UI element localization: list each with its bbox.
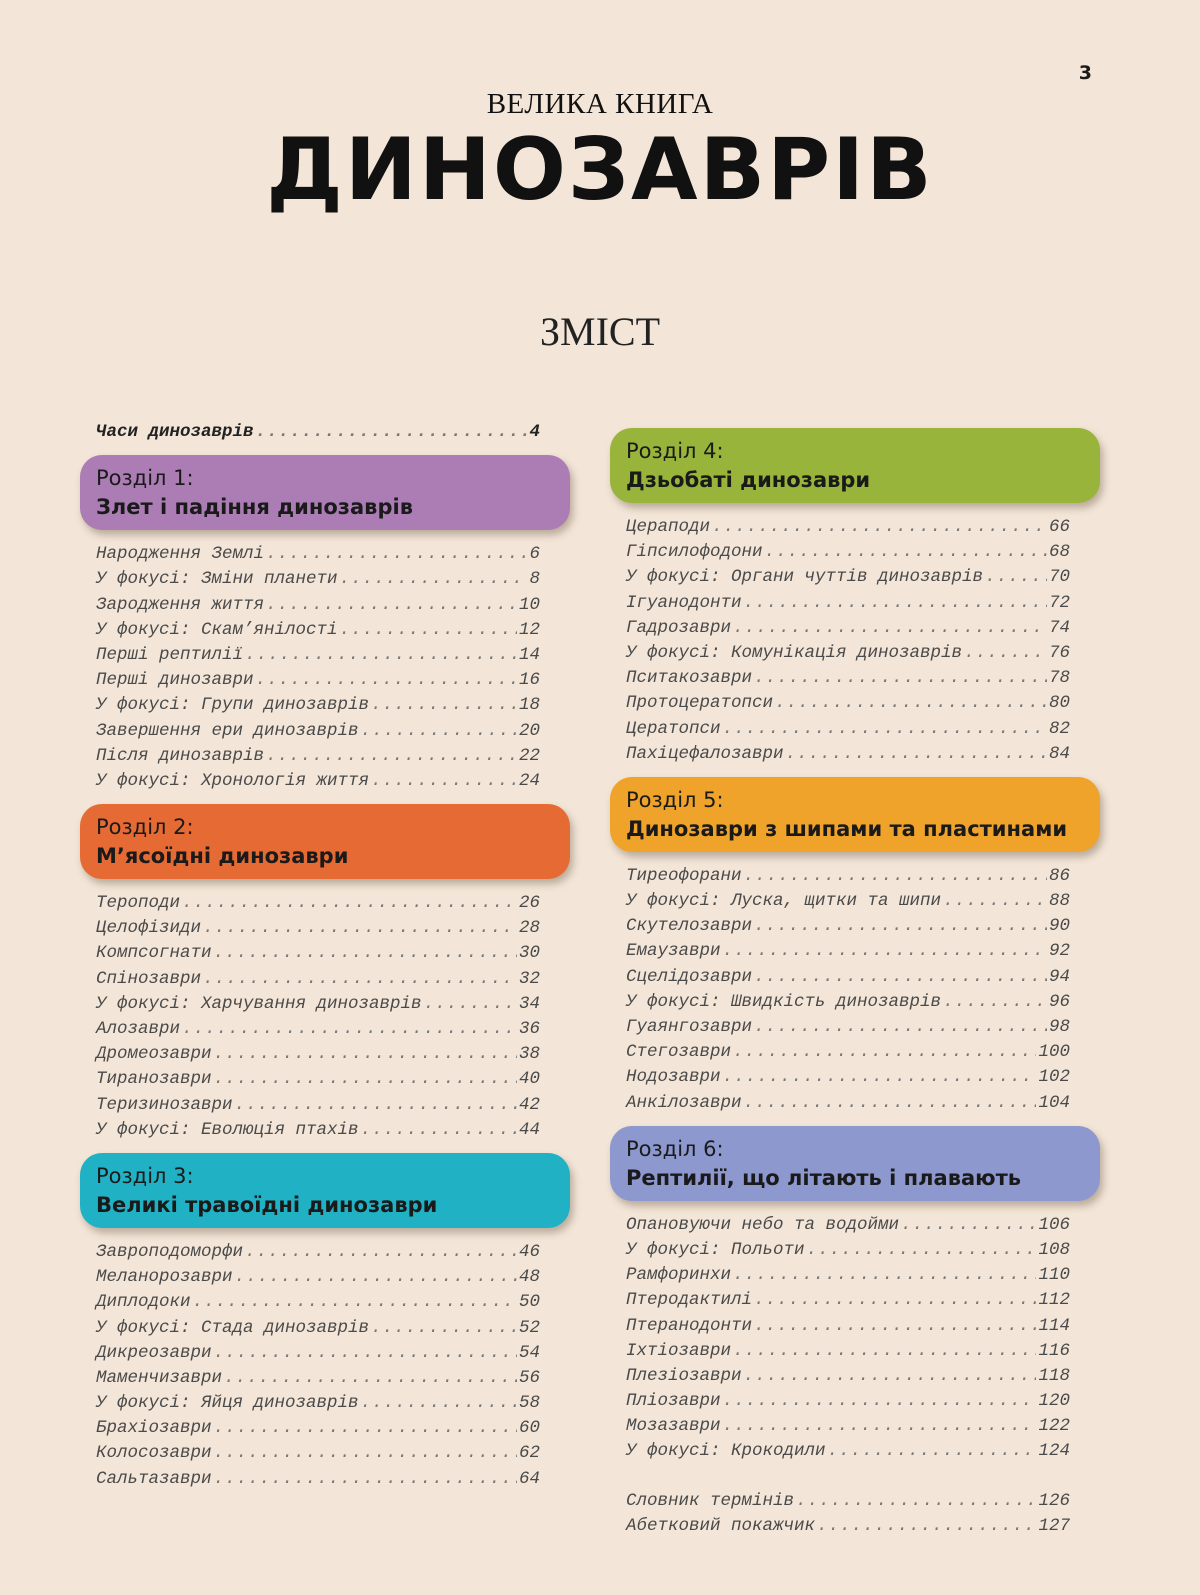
toc-entry[interactable] — [610, 889, 1110, 914]
toc-entry-label: У фокусі: Органи чуттів динозаврів — [626, 567, 984, 588]
toc-entry-page: 116 — [1038, 1340, 1070, 1361]
toc-entry-label: Нодозаври — [626, 1067, 721, 1088]
toc-leader-dots — [182, 891, 517, 916]
toc-entry-label: Птеродактилі — [626, 1290, 753, 1311]
toc-entry-page: 120 — [1038, 1391, 1070, 1412]
toc-entry-label: Меланорозаври — [96, 1267, 233, 1288]
toc-entry[interactable] — [80, 1240, 580, 1265]
section-number: Розділ 1: — [96, 466, 194, 491]
toc-leader-dots — [723, 939, 1047, 964]
toc-entry-page: 102 — [1038, 1067, 1070, 1088]
toc-entry-label: Іхтіозаври — [626, 1340, 732, 1361]
toc-entry-page: 96 — [1048, 991, 1070, 1012]
toc-entry[interactable] — [610, 1040, 1110, 1065]
toc-entry-page: 10 — [518, 594, 540, 615]
toc-entry[interactable] — [610, 1091, 1110, 1116]
toc-entry-label: Колосозаври — [96, 1443, 212, 1464]
toc-entry-page: 42 — [518, 1094, 540, 1115]
toc-entry-page: 90 — [1048, 916, 1070, 937]
toc-leader-dots — [214, 1067, 517, 1092]
toc-entry[interactable] — [610, 540, 1110, 565]
toc-leader-dots — [901, 1213, 1036, 1238]
toc-leader-dots — [340, 567, 528, 592]
toc-entry[interactable] — [610, 1414, 1110, 1439]
toc-entry-label: Тероподи — [96, 893, 181, 914]
toc-leader-dots — [266, 542, 527, 567]
toc-entry[interactable] — [80, 916, 580, 941]
toc-leader-dots — [361, 1118, 517, 1143]
book-supertitle: ВЕЛИКА КНИГА — [486, 88, 714, 120]
section-header-1[interactable] — [80, 455, 570, 530]
book-title: ДИНОЗАВРІВ — [266, 120, 934, 220]
toc-entry-label: У фокусі: Швидкість динозаврів — [626, 991, 942, 1012]
toc-leader-dots — [723, 1065, 1037, 1090]
toc-entry[interactable] — [610, 864, 1110, 889]
toc-entry[interactable] — [80, 769, 580, 794]
section-title: Дзьобаті динозаври — [626, 468, 871, 492]
toc-entry-page: 14 — [518, 644, 540, 665]
toc-entry[interactable] — [610, 1514, 1110, 1539]
toc-entry-page: 70 — [1048, 567, 1070, 588]
toc-entry-page: 114 — [1038, 1315, 1070, 1336]
toc-entry[interactable] — [610, 1238, 1110, 1263]
toc-entry[interactable] — [80, 1416, 580, 1441]
toc-leader-dots — [203, 916, 517, 941]
spacer — [610, 1465, 1110, 1489]
toc-leader-dots — [214, 1341, 517, 1366]
toc-entry-page: 58 — [518, 1393, 540, 1414]
toc-entry-page: 78 — [1048, 668, 1070, 689]
toc-entry-label: Народження Землі — [96, 544, 265, 565]
toc-entry-page: 122 — [1038, 1416, 1070, 1437]
toc-entry[interactable] — [80, 1341, 580, 1366]
toc-entry-page: 74 — [1048, 617, 1070, 638]
toc-entry-label: Ігуанодонти — [626, 592, 742, 613]
toc-entry-page: 16 — [518, 670, 540, 691]
toc-leader-dots — [424, 992, 517, 1017]
toc-entry-page: 84 — [1048, 743, 1070, 764]
toc-leader-dots — [214, 1042, 517, 1067]
toc-entry-page: 82 — [1048, 718, 1070, 739]
toc-entry-label: Опановуючи небо та водойми — [626, 1214, 900, 1235]
toc-leader-dots — [193, 1290, 517, 1315]
toc-entry-label: Брахіозаври — [96, 1418, 212, 1439]
toc-entry-page: 108 — [1038, 1239, 1070, 1260]
toc-entry-page: 118 — [1038, 1365, 1070, 1386]
section-header-2[interactable] — [80, 804, 570, 879]
toc-entry-page: 34 — [518, 993, 540, 1014]
toc-leader-dots — [943, 990, 1047, 1015]
toc-leader-dots — [266, 593, 517, 618]
toc-entry-label: Гадрозаври — [626, 617, 732, 638]
toc-leader-dots — [943, 889, 1047, 914]
toc-entry-label: Маменчизаври — [96, 1367, 223, 1388]
toc-entry-page: 46 — [518, 1241, 540, 1262]
section-number: Розділ 2: — [96, 815, 194, 840]
toc-entry-page: 12 — [518, 619, 540, 640]
toc-entry-label: Алозаври — [96, 1019, 181, 1039]
toc-entry-page: 54 — [518, 1342, 540, 1363]
toc-entry-label: Перші динозаври — [96, 670, 254, 691]
toc-entry[interactable] — [80, 719, 580, 744]
toc-entry-page: 88 — [1048, 891, 1070, 912]
toc-leader-dots — [266, 744, 517, 769]
toc-entry-label: Зародження життя — [96, 594, 265, 615]
toc-entry[interactable] — [80, 542, 580, 567]
toc-entry-page: 56 — [518, 1367, 540, 1388]
toc-leader-dots — [754, 1015, 1047, 1040]
toc-leader-dots — [754, 1288, 1036, 1313]
toc-entry[interactable] — [610, 1314, 1110, 1339]
toc-entry[interactable] — [610, 1288, 1110, 1313]
toc-entry[interactable] — [80, 693, 580, 718]
toc-entry-label: Абетковий покажчик — [626, 1515, 816, 1536]
toc-entry[interactable] — [80, 1118, 580, 1143]
toc-entry-label: У фокусі: Харчування динозаврів — [96, 993, 422, 1014]
toc-leader-dots — [964, 641, 1047, 666]
contents-heading: ЗМІСТ — [539, 309, 661, 354]
toc-entry-label: Компсогнати — [96, 943, 212, 964]
toc-leader-dots — [786, 742, 1047, 767]
toc-leader-dots — [723, 1414, 1037, 1439]
toc-leader-dots — [203, 967, 517, 992]
toc-entry-label: Тиреофорани — [626, 865, 742, 886]
toc-entry[interactable] — [610, 965, 1110, 990]
toc-entry-page: 100 — [1038, 1042, 1070, 1063]
toc-leader-dots — [744, 1091, 1037, 1116]
toc-entry[interactable] — [80, 593, 580, 618]
section-header-3[interactable] — [80, 1153, 570, 1228]
page-number: 3 — [1078, 62, 1092, 84]
toc-entry[interactable] — [80, 1391, 580, 1416]
toc-entry[interactable] — [610, 1439, 1110, 1464]
toc-entry-label: Завершення ери динозаврів — [96, 720, 359, 741]
toc-leader-dots — [723, 1389, 1037, 1414]
toc-entry-label: Протоцератопси — [626, 693, 774, 714]
toc-entry[interactable] — [610, 1364, 1110, 1389]
toc-entry-page: 94 — [1048, 966, 1070, 987]
toc-entry-page: 62 — [518, 1443, 540, 1464]
toc-entry[interactable] — [610, 1015, 1110, 1040]
toc-entry-label: Цераподи — [626, 517, 711, 537]
toc-entry[interactable] — [610, 1065, 1110, 1090]
toc-entry[interactable] — [80, 1290, 580, 1315]
toc-entry-label: Після динозаврів — [96, 745, 265, 766]
toc-entry[interactable] — [610, 1213, 1110, 1238]
toc-entry-label: Цератопси — [626, 718, 721, 739]
section-number: Розділ 3: — [96, 1163, 194, 1188]
section-title: Великі травоїдні динозаври — [96, 1192, 438, 1217]
toc-entry-label: Пахіцефалозаври — [626, 743, 784, 764]
toc-entry[interactable] — [80, 1366, 580, 1391]
toc-entry-page: 28 — [518, 918, 540, 939]
toc-entry-label: Тиранозаври — [96, 1069, 212, 1090]
toc-entry[interactable] — [80, 1265, 580, 1290]
toc-entry[interactable] — [610, 939, 1110, 964]
toc-entry[interactable] — [610, 1263, 1110, 1288]
toc-leader-dots — [807, 1238, 1037, 1263]
toc-entry-label: Завроподоморфи — [96, 1241, 244, 1262]
section-header-5[interactable] — [610, 777, 1100, 852]
toc-entry-label: Дикреозаври — [96, 1342, 212, 1363]
toc-entry[interactable] — [80, 941, 580, 966]
toc-leader-dots — [340, 618, 517, 643]
toc-leader-dots — [733, 616, 1047, 641]
toc-leader-dots — [361, 1391, 517, 1416]
toc-entry-label: Скутелозаври — [626, 916, 753, 937]
toc-leader-dots — [256, 420, 528, 445]
toc-entry-label: Теризинозаври — [96, 1094, 233, 1115]
toc-leader-dots — [796, 1489, 1036, 1514]
toc-leader-dots — [361, 719, 517, 744]
toc-entry-page: 92 — [1048, 941, 1070, 962]
toc-entry[interactable] — [80, 967, 580, 992]
toc-leader-dots — [245, 643, 517, 668]
toc-leader-dots — [235, 1093, 517, 1118]
toc-leader-dots — [744, 1364, 1037, 1389]
section-title: Рептилії, що літають і плавають — [626, 1165, 1022, 1190]
toc-entry[interactable] — [610, 742, 1110, 767]
section-number: Розділ 4: — [626, 439, 724, 463]
toc-entry-page: 50 — [518, 1292, 540, 1313]
toc-entry-label: Стегозаври — [626, 1042, 732, 1063]
toc-leader-dots — [182, 1017, 517, 1042]
toc-entry-page: 112 — [1038, 1290, 1070, 1311]
toc-entry-label: У фокусі: Луска, щитки та шипи — [626, 891, 942, 912]
toc-leader-dots — [371, 769, 517, 794]
toc-leader-dots — [733, 1339, 1036, 1364]
toc-leader-dots — [235, 1265, 517, 1290]
toc-entry[interactable] — [610, 914, 1110, 939]
toc-entry[interactable] — [610, 591, 1110, 616]
toc-entry-label: Мозазаври — [626, 1416, 721, 1437]
toc-entry-page: 60 — [518, 1418, 540, 1439]
toc-entry-label: Анкілозаври — [626, 1092, 742, 1113]
toc-entry-page: 32 — [518, 968, 540, 989]
toc-entry-label: Плезіозаври — [626, 1365, 742, 1386]
toc-entry-page: 26 — [518, 893, 540, 914]
toc-entry-page: 40 — [518, 1069, 540, 1090]
toc-entry-label: У фокусі: Яйця динозаврів — [96, 1393, 359, 1414]
toc-entry[interactable] — [80, 668, 580, 693]
toc-entry-page: 38 — [518, 1044, 540, 1065]
toc-entry-label: Птеранодонти — [626, 1315, 753, 1336]
toc-leader-dots — [985, 565, 1047, 590]
toc-leader-dots — [744, 864, 1047, 889]
toc-entry-intro[interactable] — [80, 420, 580, 445]
toc-entry[interactable] — [80, 992, 580, 1017]
toc-leader-dots — [754, 666, 1047, 691]
toc-leader-dots — [733, 1263, 1036, 1288]
toc-entry-page: 8 — [529, 569, 540, 590]
toc-entry-label: У фокусі: Скам’янілості — [96, 619, 338, 640]
toc-entry-page: 98 — [1048, 1017, 1070, 1037]
toc-leader-dots — [214, 1416, 517, 1441]
toc-leader-dots — [214, 1467, 517, 1492]
toc-entry-page: 80 — [1048, 693, 1070, 714]
toc-leader-dots — [245, 1240, 517, 1265]
toc-entry-page: 124 — [1038, 1441, 1070, 1462]
toc-entry[interactable] — [80, 643, 580, 668]
toc-leader-dots — [754, 1314, 1036, 1339]
toc-leader-dots — [775, 691, 1047, 716]
toc-entry[interactable] — [610, 1389, 1110, 1414]
toc-entry-page: 44 — [518, 1119, 540, 1140]
toc-entry-label: Гуаянгозаври — [626, 1017, 753, 1037]
section-number: Розділ 5: — [626, 787, 724, 812]
toc-entry-page: 24 — [518, 770, 540, 791]
toc-entry-label: У фокусі: Зміни планети — [96, 569, 338, 590]
toc-entry-label: У фокусі: Стада динозаврів — [96, 1317, 370, 1338]
toc-right-column — [610, 418, 1110, 1539]
toc-entry-page: 68 — [1048, 542, 1070, 563]
toc-entry-label: Сцелідозаври — [626, 966, 753, 987]
toc-leader-dots — [214, 1441, 517, 1466]
toc-entry[interactable] — [610, 515, 1110, 540]
toc-entry-page: 127 — [1038, 1515, 1070, 1536]
toc-entry-page: 110 — [1038, 1265, 1070, 1286]
toc-leader-dots — [754, 965, 1047, 990]
toc-entry[interactable] — [610, 666, 1110, 691]
toc-entry-label: У фокусі: Крокодили — [626, 1441, 826, 1462]
toc-leader-dots — [733, 1040, 1036, 1065]
section-header-6[interactable] — [610, 1126, 1100, 1201]
toc-entry-page: 106 — [1038, 1214, 1070, 1235]
toc-entry-label: У фокусі: Групи динозаврів — [96, 695, 370, 716]
toc-leader-dots — [712, 515, 1047, 540]
toc-entry-label: Спінозаври — [96, 968, 202, 989]
toc-entry[interactable] — [80, 618, 580, 643]
toc-entry-label: Емаузаври — [626, 941, 721, 962]
toc-leader-dots — [224, 1366, 517, 1391]
toc-entry[interactable] — [80, 567, 580, 592]
toc-entry[interactable] — [80, 1093, 580, 1118]
toc-entry-label: Диплодоки — [96, 1292, 191, 1313]
toc-entry-page: 66 — [1048, 517, 1070, 537]
toc-left-column — [80, 420, 580, 1492]
section-header-4[interactable] — [610, 428, 1100, 503]
toc-entry[interactable] — [80, 1467, 580, 1492]
toc-leader-dots — [371, 1316, 517, 1341]
toc-leader-dots — [214, 941, 517, 966]
toc-entry-label: Перші рептилії — [96, 644, 244, 665]
toc-entry[interactable] — [80, 1017, 580, 1042]
toc-entry-page: 30 — [518, 943, 540, 964]
toc-entry-page: 52 — [518, 1317, 540, 1338]
toc-entry[interactable] — [610, 1489, 1110, 1514]
toc-entry-label: Пліозаври — [626, 1391, 721, 1412]
toc-leader-dots — [256, 668, 517, 693]
toc-entry-page: 20 — [518, 720, 540, 741]
toc-entry-page: 18 — [518, 695, 540, 716]
toc-leader-dots — [817, 1514, 1036, 1539]
toc-entry[interactable] — [80, 1067, 580, 1092]
toc-leader-dots — [723, 717, 1047, 742]
toc-entry[interactable] — [610, 990, 1110, 1015]
toc-entry[interactable] — [610, 717, 1110, 742]
toc-leader-dots — [828, 1439, 1037, 1464]
toc-entry-label: Целофізиди — [96, 918, 202, 939]
toc-entry[interactable] — [80, 1316, 580, 1341]
toc-entry-page: 6 — [529, 544, 540, 565]
toc-leader-dots — [765, 540, 1047, 565]
toc-entry[interactable] — [610, 616, 1110, 641]
toc-entry-page: 126 — [1038, 1490, 1070, 1511]
toc-leader-dots — [371, 693, 517, 718]
toc-entry[interactable] — [80, 744, 580, 769]
toc-entry-label: У фокусі: Польоти — [626, 1239, 805, 1260]
toc-entry-label: У фокусі: Комунікація динозаврів — [626, 642, 963, 663]
section-title: М’ясоїдні динозаври — [96, 844, 349, 869]
toc-entry-label: У фокусі: Хронологія життя — [96, 770, 370, 791]
toc-entry[interactable] — [610, 641, 1110, 666]
toc-leader-dots — [744, 591, 1047, 616]
toc-entry-page: 4 — [529, 422, 540, 442]
toc-entry-label: Пситакозаври — [626, 668, 753, 689]
toc-entry-page: 76 — [1048, 642, 1070, 663]
section-title: Динозаври з шипами та пластинами — [626, 816, 1068, 841]
toc-entry-label: Рамфоринхи — [626, 1265, 732, 1286]
toc-entry[interactable] — [610, 565, 1110, 590]
toc-entry-page: 22 — [518, 745, 540, 766]
toc-entry-page: 104 — [1038, 1092, 1070, 1113]
toc-entry-label: Словник термінів — [626, 1490, 795, 1511]
toc-entry-page: 64 — [518, 1468, 540, 1489]
section-number: Розділ 6: — [626, 1136, 724, 1161]
toc-entry-label: Дромеозаври — [96, 1044, 212, 1065]
toc-entry-label: Гіпсилофодони — [626, 542, 763, 563]
toc-entry-label: Сальтазаври — [96, 1468, 212, 1489]
toc-entry-page: 86 — [1048, 865, 1070, 886]
toc-entry[interactable] — [80, 891, 580, 916]
toc-entry-page: 48 — [518, 1267, 540, 1288]
toc-entry[interactable] — [80, 1441, 580, 1466]
toc-entry-label: У фокусі: Еволюція птахів — [96, 1119, 359, 1140]
toc-entry[interactable] — [80, 1042, 580, 1067]
toc-entry[interactable] — [610, 1339, 1110, 1364]
toc-entry-label: Часи динозаврів — [96, 422, 254, 442]
toc-entry-page: 72 — [1048, 592, 1070, 613]
toc-entry-page: 36 — [518, 1019, 540, 1039]
toc-entry[interactable] — [610, 691, 1110, 716]
section-title: Злет і падіння динозаврів — [96, 495, 413, 520]
toc-leader-dots — [754, 914, 1047, 939]
